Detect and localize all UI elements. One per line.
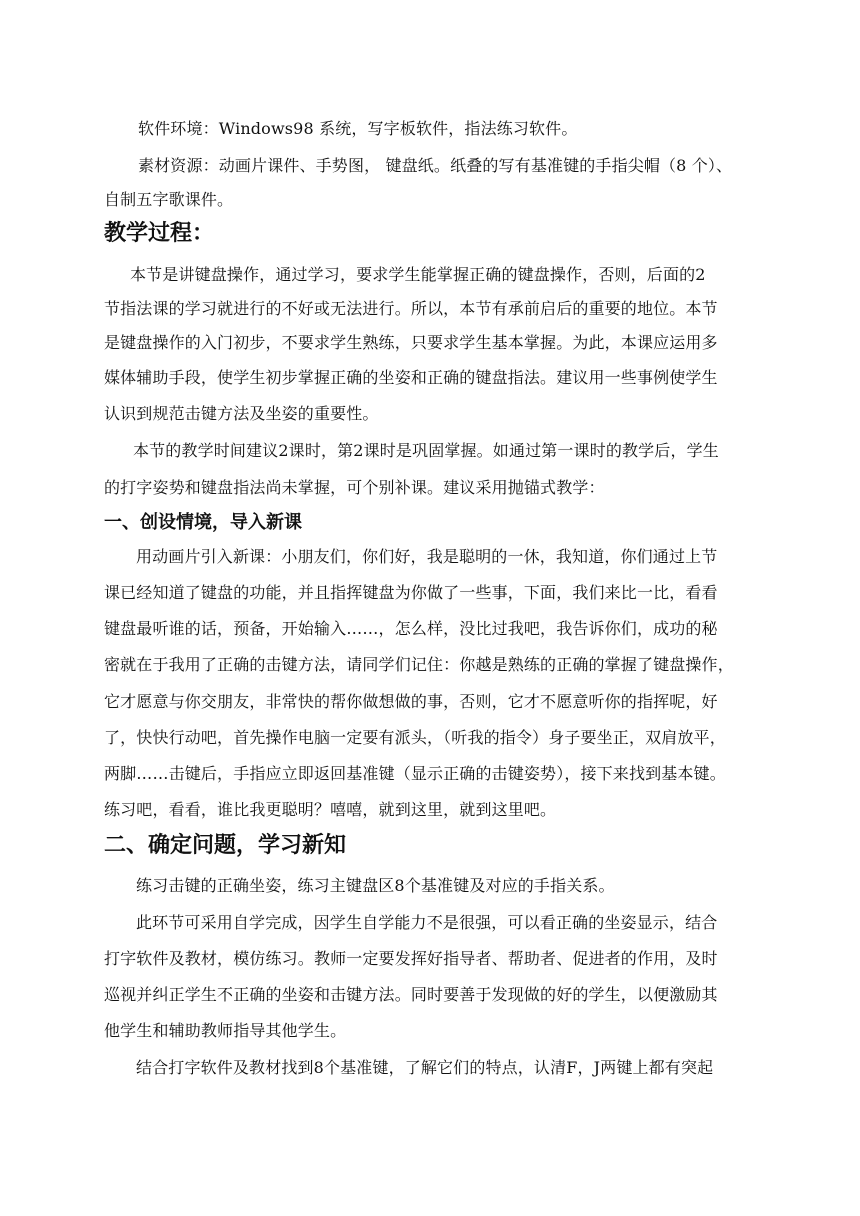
section1-para-line1: 用动画片引入新课：小朋友们，你们好，我是聪明的一休，我知道，你们通过上节 [136, 547, 718, 566]
section1-para-line8: 练习吧，看看，谁比我更聪明？嘻嘻，就到这里，就到这里吧。 [104, 800, 557, 819]
process-para2-line2: 的打字姿势和键盘指法尚未掌握，可个别补课。建议采用抛锚式教学： [104, 478, 605, 497]
section2-para2-line3: 巡视并纠正学生不正确的坐姿和击键方法。同时要善于发现做的好的学生，以便激励其 [104, 985, 718, 1004]
section1-para-line4: 密就在于我用了正确的击键方法，请同学们记住：你越是熟练的正确的掌握了键盘操作， [104, 655, 734, 674]
section1-para-line5: 它才愿意与你交朋友，非常快的帮你做想做的事，否则，它才不愿意听你的指挥呢，好 [104, 692, 718, 711]
section2-para2-line1: 此环节可采用自学完成，因学生自学能力不是很强，可以看正确的坐姿显示，结合 [136, 913, 718, 932]
materials-line-1: 素材资源：动画片课件、手势图， 键盘纸。纸叠的写有基准键的手指尖帽（8 个）、 [138, 156, 733, 175]
section1-para-line2: 课已经知道了键盘的功能，并且指挥键盘为你做了一些事，下面，我们来比一比，看看 [104, 583, 718, 602]
process-para1-line3: 是键盘操作的入门初步，不要求学生熟练，只要求学生基本掌握。为此，本课应运用多 [104, 333, 718, 352]
section2-heading: 二、确定问题，学习新知 [104, 833, 347, 858]
process-para1-line4: 媒体辅助手段，使学生初步掌握正确的坐姿和正确的键盘指法。建议用一些事例使学生 [104, 368, 718, 387]
process-para1-line2: 节指法课的学习就进行的不好或无法进行。所以，本节有承前启后的重要的地位。本节 [104, 299, 718, 318]
software-environment-line: 软件环境：Windows98 系统，写字板软件，指法练习软件。 [138, 119, 578, 138]
section2-para1: 练习击键的正确坐姿，练习主键盘区8个基准键及对应的手指关系。 [136, 876, 615, 895]
process-para1-line1: 本节是讲键盘操作，通过学习，要求学生能掌握正确的键盘操作，否则，后面的2 [130, 265, 706, 284]
teaching-process-heading: 教学过程： [104, 221, 215, 246]
process-para1-line5: 认识到规范击键方法及坐姿的重要性。 [104, 404, 379, 423]
section2-para2-line4: 他学生和辅助教师指导其他学生。 [104, 1021, 347, 1040]
materials-line-2: 自制五字歌课件。 [104, 190, 234, 209]
section2-para2-line2: 打字软件及教材，模仿练习。教师一定要发挥好指导者、帮助者、促进者的作用，及时 [104, 949, 718, 968]
section1-heading: 一、创设情境，导入新课 [104, 512, 302, 533]
section1-para-line6: 了，快快行动吧，首先操作电脑一定要有派头，（听我的指令）身子要坐正，双肩放平， [104, 728, 726, 747]
section1-para-line7: 两脚……击键后，手指应立即返回基准键（显示正确的击键姿势），接下来找到基本键。 [104, 764, 726, 783]
section1-para-line3: 键盘最听谁的话，预备，开始输入……，怎么样，没比过我吧，我告诉你们，成功的秘 [104, 619, 718, 638]
process-para2-line1: 本节的教学时间建议2课时，第2课时是巩固掌握。如通过第一课时的教学后，学生 [133, 441, 719, 460]
section2-para3: 结合打字软件及教材找到8个基准键，了解它们的特点，认清F，J两键上都有突起 [136, 1058, 714, 1077]
